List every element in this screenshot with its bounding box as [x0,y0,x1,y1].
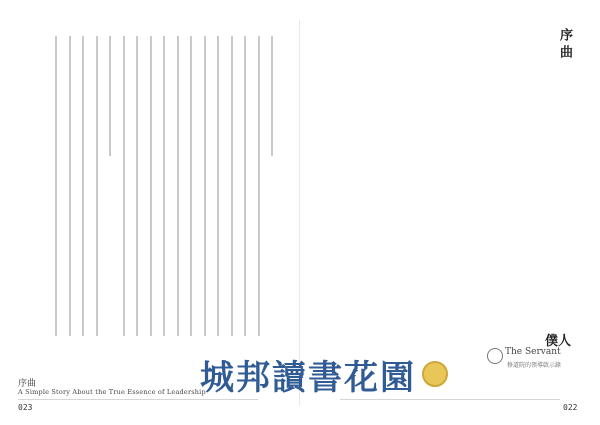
left-page-text [55,36,285,344]
book-logo-icon [487,348,503,364]
text-column [204,36,206,336]
text-column [82,36,84,336]
footer-chapter-label: 序曲 [18,379,37,389]
text-column [190,36,192,336]
text-column [231,36,233,336]
text-column [177,36,179,336]
page-number-right: 022 [563,403,578,412]
text-column [109,36,111,156]
watermark-text: 城邦讀書花園 [200,357,416,398]
text-column [258,36,260,336]
footer-book-subtitle: A Simple Story About the True Essence of Leadership [18,388,206,396]
text-column [96,36,98,336]
text-column [55,36,57,336]
watermark-flower-icon [422,361,448,387]
text-column [123,36,125,336]
text-column [217,36,219,336]
chapter-title: 序曲 [557,28,572,62]
text-column [244,36,246,336]
page-number-left: 023 [18,403,33,412]
text-column [136,36,138,336]
text-column [150,36,152,336]
publisher-watermark [200,348,450,400]
text-column [69,36,71,336]
book-tagline: 修道院的領導啟示錄 [507,362,562,369]
text-column [271,36,273,156]
book-english-title: The Servant [505,347,561,357]
book-title: 僕人 [545,334,572,349]
text-column [163,36,165,336]
